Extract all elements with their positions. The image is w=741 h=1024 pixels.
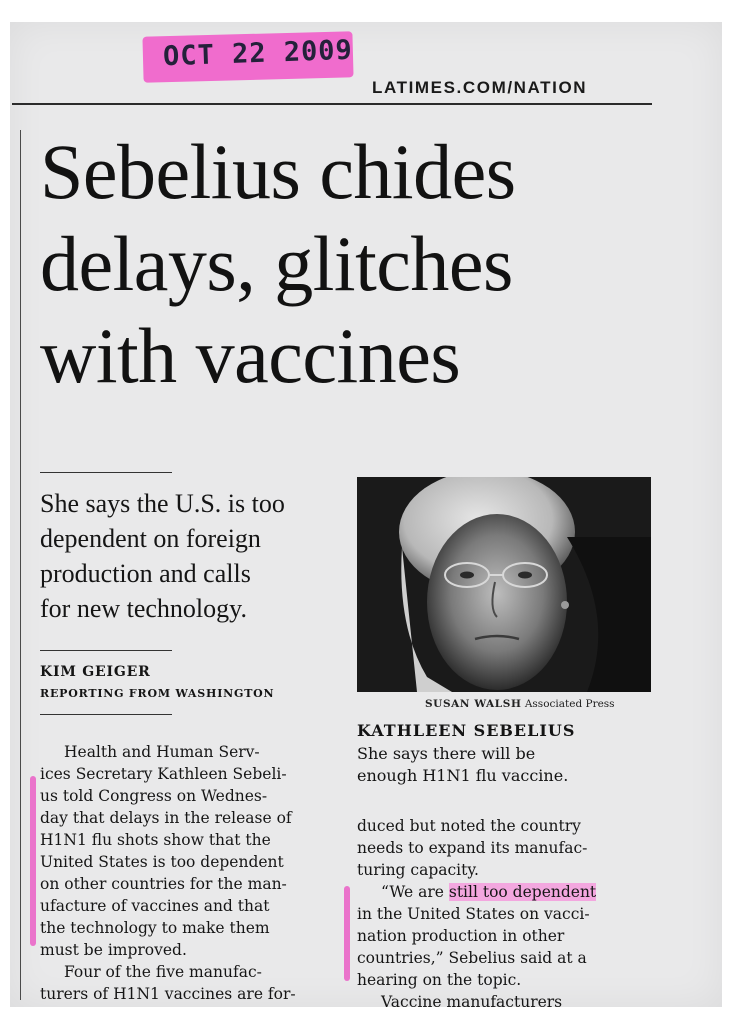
highlighter-margin-mark-left: [30, 776, 36, 946]
byline-location: REPORTING FROM WASHINGTON: [40, 687, 275, 700]
body-left-line: us told Congress on Wednes-: [40, 787, 268, 805]
portrait-photo: [357, 477, 651, 692]
caption-text: [357, 743, 647, 787]
top-divider: [12, 103, 652, 105]
byline-bottom-rule: [40, 714, 172, 715]
section-url: LATIMES.COM/NATION: [372, 78, 588, 97]
body-left-line: ices Secretary Kathleen Sebeli-: [40, 765, 287, 783]
body-left-line: the technology to make them: [40, 919, 270, 937]
caption-line-2: enough H1N1 flu vaccine.: [357, 766, 569, 785]
highlighter-margin-mark-right: [344, 886, 350, 981]
body-right-line: hearing on the topic.: [357, 971, 522, 989]
body-right-line: countries,” Sebelius said at a: [357, 949, 587, 967]
deck-line-2: dependent on foreign: [40, 524, 261, 553]
headline-line-1: Sebelius chides: [40, 128, 516, 215]
deck-line-4: for new technology.: [40, 594, 247, 623]
headline: [40, 126, 670, 402]
byline-top-rule: [40, 650, 172, 651]
caption-line-1: She says there will be: [357, 744, 536, 763]
body-right-line: in the United States on vacci-: [357, 905, 590, 923]
body-right-line: nation production in other: [357, 927, 565, 945]
body-left-line: ufacture of vaccines and that: [40, 897, 270, 915]
headline-line-2: delays, glitches: [40, 220, 513, 307]
deck-top-rule: [40, 472, 172, 473]
body-left-line: day that delays in the release of: [40, 809, 292, 827]
body-left-line: Four of the five manufac-: [64, 963, 262, 981]
byline-name: KIM GEIGER: [40, 664, 151, 680]
photo-credit-name: SUSAN WALSH: [425, 698, 522, 710]
headline-line-3: with vaccines: [40, 312, 461, 399]
date-stamp: OCT 22 2009: [162, 34, 354, 73]
body-left-line: Health and Human Serv-: [64, 743, 260, 761]
deck-line-3: production and calls: [40, 559, 251, 588]
left-column-rule: [20, 130, 21, 1000]
body-left-line: United States is too dependent: [40, 853, 284, 871]
body-column-left: [40, 741, 330, 1005]
photo-credit: [425, 698, 615, 710]
body-left-line: on other countries for the man-: [40, 875, 287, 893]
body-left-line: turers of H1N1 vaccines are for-: [40, 985, 296, 1003]
body-left-line: H1N1 flu shots show that the: [40, 831, 271, 849]
highlighted-phrase: still too dependent: [448, 883, 597, 901]
caption-name: KATHLEEN SEBELIUS: [357, 721, 576, 740]
body-right-line: duced but noted the country: [357, 817, 581, 835]
deck-line-1: She says the U.S. is too: [40, 489, 285, 518]
photo-credit-org: Associated Press: [524, 698, 615, 710]
portrait-figure: [357, 477, 651, 692]
body-left-line: must be improved.: [40, 941, 187, 959]
body-right-line: turing capacity.: [357, 861, 479, 879]
body-right-line: Vaccine manufacturers: [381, 993, 563, 1011]
body-right-line: needs to expand its manufac-: [357, 839, 588, 857]
body-right-line: [357, 881, 649, 903]
deck: [40, 486, 340, 626]
quote-open: “We are: [381, 883, 449, 901]
body-column-right: [357, 815, 649, 1013]
